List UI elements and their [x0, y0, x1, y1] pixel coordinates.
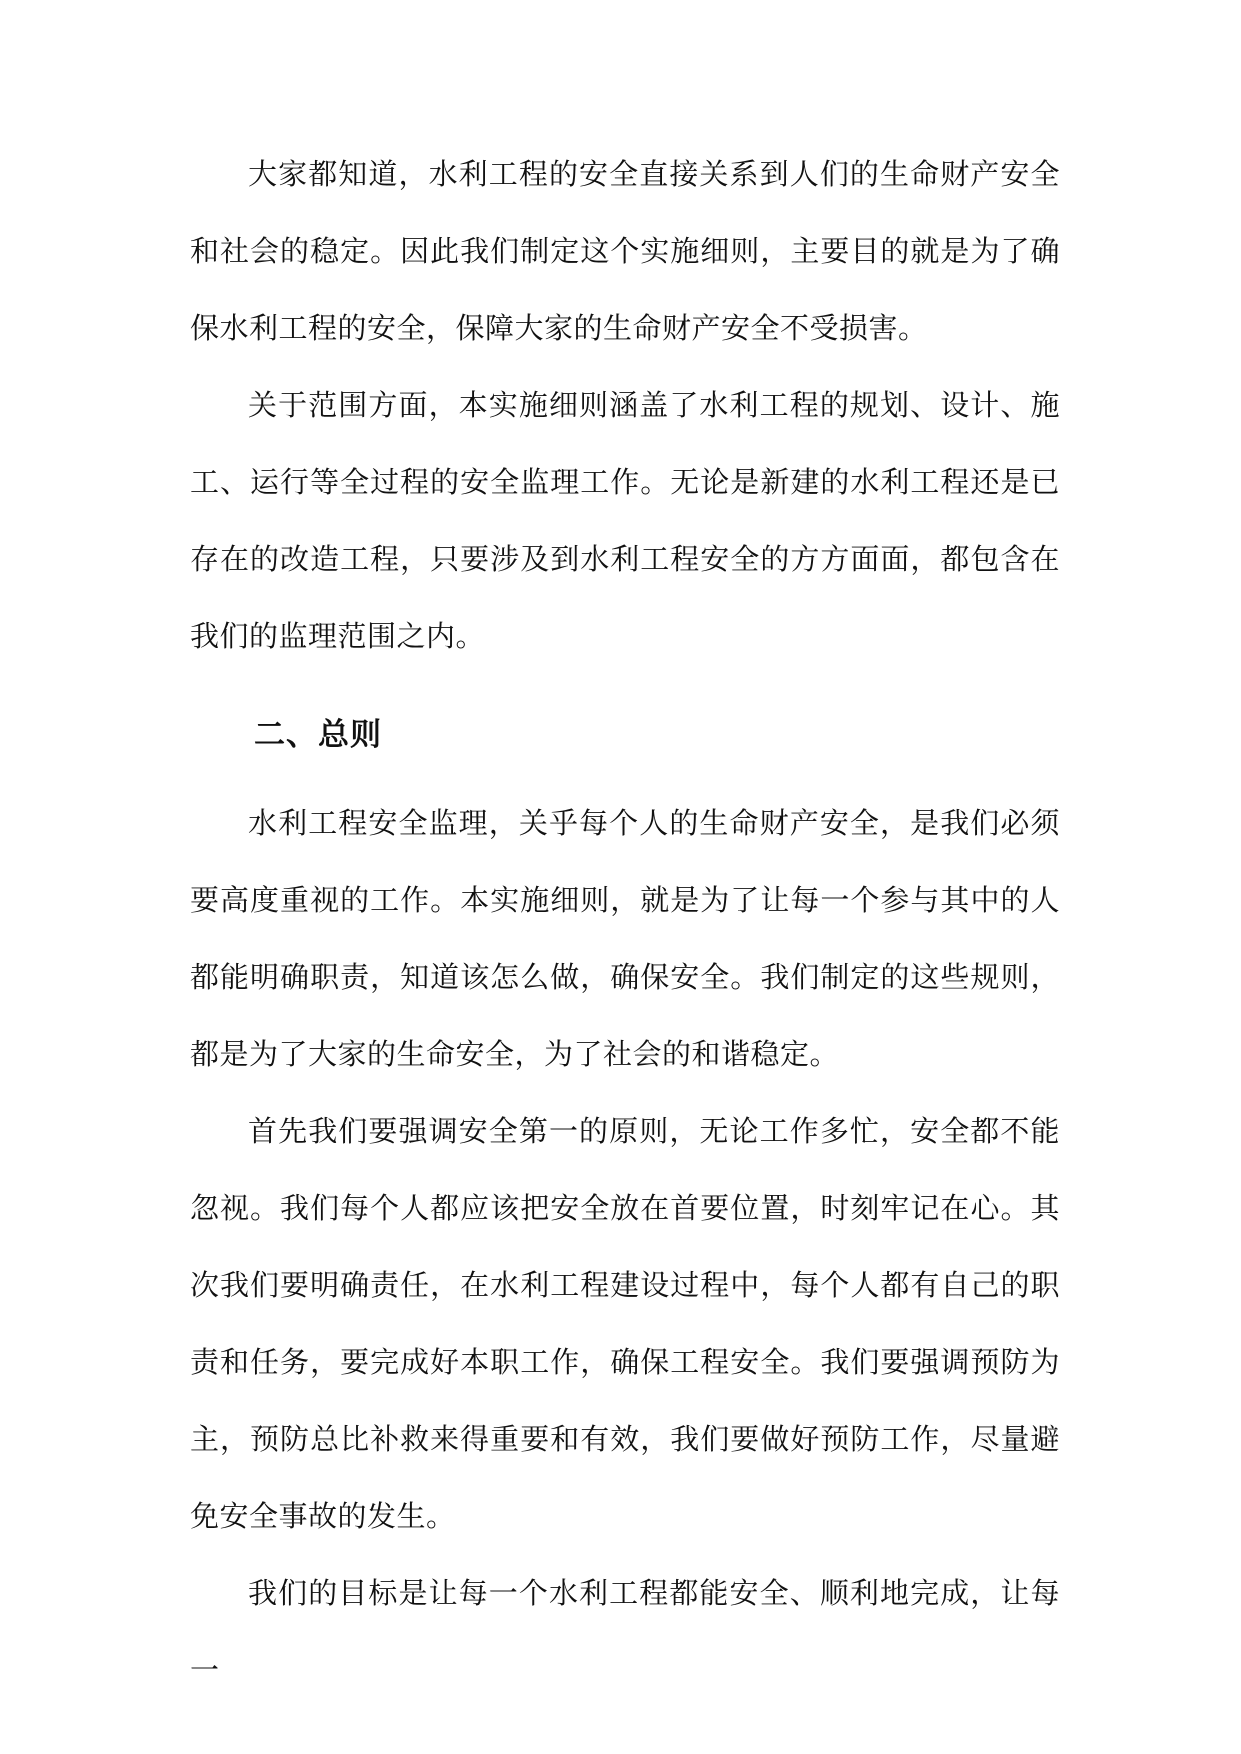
- paragraph-scope: 关于范围方面，本实施细则涵盖了水利工程的规划、设计、施工、运行等全过程的安全监理工作。无论是新建的水利工程还是已存在的改造工程，只要涉及到水利工程安全的方方面面，都包含在我们的监理范围之内。: [190, 388, 1060, 653]
- document-body: [190, 136, 1060, 1709]
- paragraph-goal: 我们的目标是让每一个水利工程都能安全、顺利地完成，让每一: [190, 1576, 1060, 1687]
- paragraph-purpose: 大家都知道，水利工程的安全直接关系到人们的生命财产安全和社会的稳定。因此我们制定这个实施细则，主要目的就是为了确保水利工程的安全，保障大家的生命财产安全不受损害。: [190, 157, 1060, 345]
- paragraph-importance: 水利工程安全监理，关乎每个人的生命财产安全，是我们必须要高度重视的工作。本实施细则，就是为了让每一个参与其中的人都能明确职责，知道该怎么做，确保安全。我们制定的这些规则，都是为了大家的生命安全，为了社会的和谐稳定。: [190, 806, 1060, 1071]
- paragraph-principles: 首先我们要强调安全第一的原则，无论工作多忙，安全都不能忽视。我们每个人都应该把安全放在首要位置，时刻牢记在心。其次我们要明确责任，在水利工程建设过程中，每个人都有自己的职责和任务，要完成好本职工作，确保工程安全。我们要强调预防为主，预防总比补救来得重要和有效，我们要做好预防工作，尽量避免安全事故的发生。: [190, 1114, 1060, 1533]
- section-heading-general-principles: 二、总则: [254, 717, 382, 753]
